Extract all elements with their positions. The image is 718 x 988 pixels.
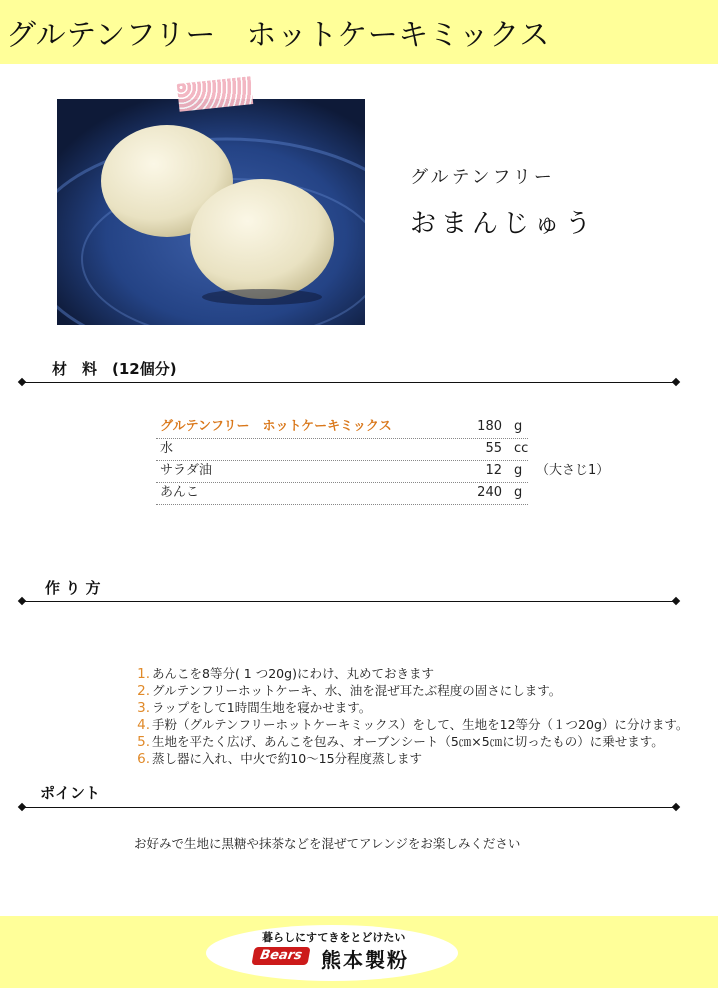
step-text: グルテンフリーホットケーキ、水、油を混ぜ耳たぶ程度の固さにします。: [152, 683, 562, 698]
recipe-title: おまんじゅう: [410, 209, 597, 239]
ingredient-qty: 55: [485, 441, 502, 456]
step-text: 生地を平たく広げ、あんこを包み、オーブンシート（5㎝×5㎝に切ったもの）に乗せます。: [152, 734, 664, 749]
ingredient-unit: cc: [514, 441, 529, 456]
ingredient-name: あんこ: [160, 485, 200, 500]
step-text: 手粉（グルテンフリーホットケーキミックス）をして、生地を12等分（１つ20g）に分けます。: [152, 717, 689, 732]
step-number: 6.: [137, 751, 150, 767]
ingredient-name: サラダ油: [160, 463, 212, 478]
step-number: 1.: [137, 666, 150, 682]
point-text: お好みで生地に黒糖や抹茶などを混ぜてアレンジをお楽しみください: [134, 836, 521, 851]
logo-tagline: 暮らしにすてきをとどけたい: [262, 931, 406, 944]
step-text: ラップをして1時間生地を寝かせます。: [152, 700, 372, 715]
ingredient-row: [156, 461, 616, 483]
company-name: 熊本製粉: [321, 948, 409, 972]
ingredient-name: 水: [160, 441, 174, 456]
step-item: [128, 750, 688, 767]
ingredients-heading: 材 料 (12個分): [52, 360, 177, 378]
ingredient-qty: 12: [485, 463, 502, 478]
manju-photo: [57, 99, 365, 325]
step-item: [128, 716, 688, 733]
ingredients-divider: [22, 382, 676, 383]
step-number: 3.: [137, 700, 150, 716]
point-divider: [22, 807, 676, 808]
ingredients-table: [156, 417, 616, 505]
ingredient-row: [156, 439, 616, 461]
step-text: あんこを8等分( 1 つ20g)にわけ、丸めておきます: [152, 666, 434, 681]
step-item: [128, 665, 688, 682]
ingredient-qty: 240: [477, 485, 502, 500]
step-text: 蒸し器に入れ、中火で約10～15分程度蒸します: [152, 751, 423, 766]
ingredient-name: グルテンフリー ホットケーキミックス: [160, 419, 392, 434]
ingredient-unit: g: [514, 419, 523, 434]
step-item: [128, 682, 688, 699]
step-number: 2.: [137, 683, 150, 699]
ingredient-unit: g: [514, 463, 523, 478]
step-number: 4.: [137, 717, 150, 733]
method-divider: [22, 601, 676, 602]
ingredient-row: [156, 417, 616, 439]
step-number: 5.: [137, 734, 150, 750]
manju-illustration: [57, 99, 365, 325]
ingredient-qty: 180: [477, 419, 502, 434]
step-item: [128, 733, 688, 750]
method-steps: [128, 665, 688, 767]
method-heading: 作 り 方: [45, 579, 101, 597]
row-divider: [156, 504, 528, 505]
page-title: グルテンフリー ホットケーキミックス: [6, 18, 550, 53]
brand-mark: Bears: [251, 947, 310, 965]
ingredient-row: [156, 483, 616, 505]
step-item: [128, 699, 688, 716]
ingredient-unit: g: [514, 485, 523, 500]
ingredient-note: （大さじ1）: [536, 463, 610, 478]
point-heading: ポイント: [40, 784, 101, 802]
recipe-subtitle: グルテンフリー: [410, 167, 555, 188]
